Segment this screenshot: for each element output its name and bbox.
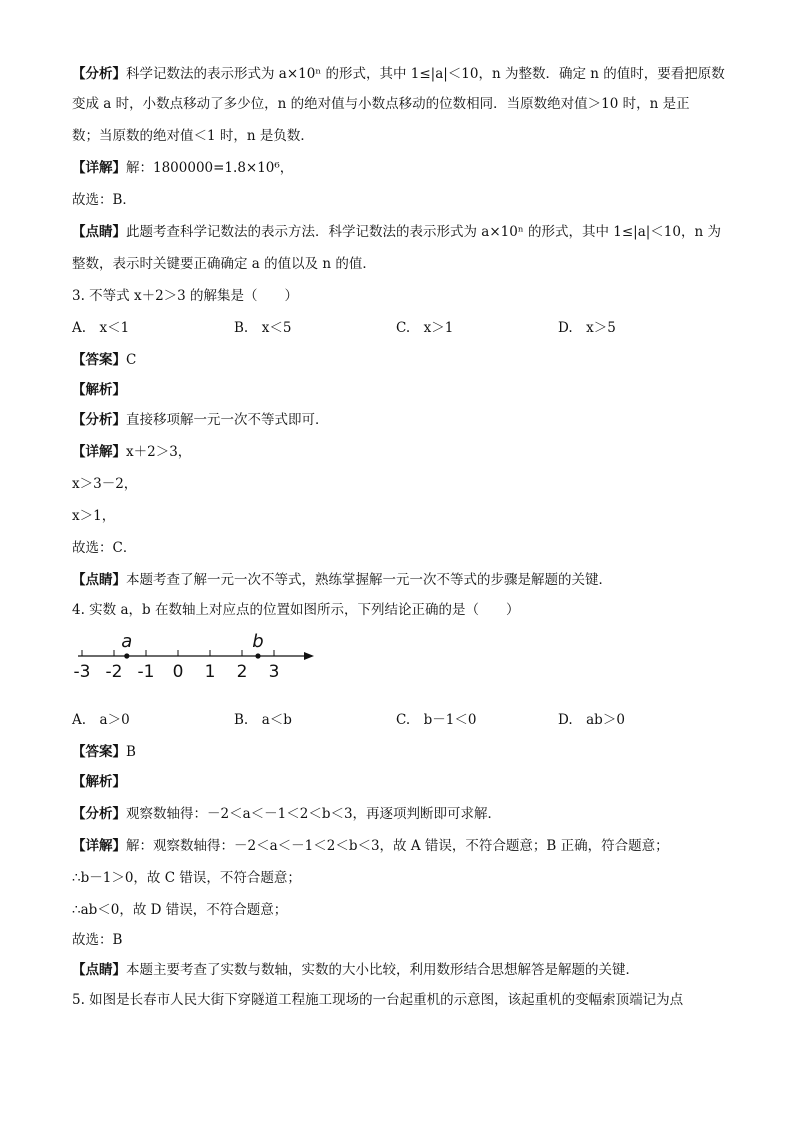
q3-stem: 3. 不等式 x＋2＞3 的解集是（ ） bbox=[72, 288, 299, 304]
q4-stem: 4. 实数 a，b 在数轴上对应点的位置如图所示，下列结论正确的是（ ） bbox=[72, 602, 520, 618]
number-line-point bbox=[255, 653, 260, 658]
q4-answer: 【答案】B bbox=[72, 744, 136, 760]
number-line-tick-label: -3 bbox=[73, 662, 91, 682]
q3-step2: x＞3－2， bbox=[72, 476, 138, 492]
q3-analysis: 【分析】直接移项解一元一次不等式即可． bbox=[72, 412, 329, 428]
q4-detail-line2: ∴b－1＞0，故 C 错误，不符合题意； bbox=[72, 870, 301, 886]
number-line-tick-label: 1 bbox=[204, 662, 216, 682]
q3-option-a: A. x＜1 bbox=[72, 320, 130, 336]
number-line-point-label: a bbox=[121, 631, 133, 652]
q3-answer: 【答案】C bbox=[72, 352, 137, 368]
number-line-tick-label: 0 bbox=[172, 662, 184, 682]
number-line-tick-label: -2 bbox=[105, 662, 123, 682]
q4-option-d: D. ab＞0 bbox=[558, 712, 625, 728]
q3-choose: 故选：C． bbox=[72, 540, 137, 556]
q4-option-b: B. a＜b bbox=[234, 712, 292, 728]
q2-comment-line1: 【点睛】此题考查科学记数法的表示方法．科学记数法的表示形式为 a×10ⁿ 的形式，其中 1≤|a|＜10，n 为 bbox=[72, 224, 721, 240]
q4-analysis: 【分析】观察数轴得：－2＜a＜－1＜2＜b＜3，再逐项判断即可求解． bbox=[72, 806, 502, 822]
q4-detail-line1: 【详解】解：观察数轴得：－2＜a＜－1＜2＜b＜3，故 A 错误，不符合题意；B 正确，符合题意； bbox=[72, 838, 669, 854]
q3-detail: 【详解】x＋2＞3， bbox=[72, 444, 192, 460]
q5-stem: 5. 如图是长春市人民大街下穿隧道工程施工现场的一台起重机的示意图，该起重机的变幅索顶端记为点 bbox=[72, 992, 684, 1008]
q3-jiexi: 【解析】 bbox=[72, 382, 126, 398]
q2-analysis-line3: 数；当原数的绝对值＜1 时，n 是负数． bbox=[72, 128, 314, 144]
q2-choose: 故选：B． bbox=[72, 192, 136, 208]
analysis-tag: 【分析】 bbox=[72, 66, 126, 82]
q3-step3: x＞1， bbox=[72, 508, 116, 524]
comment-tag: 【点睛】 bbox=[72, 224, 126, 240]
q4-option-c: C. b－1＜0 bbox=[396, 712, 477, 728]
q3-option-b: B. x＜5 bbox=[234, 320, 292, 336]
q4-detail-line3: ∴ab＜0，故 D 错误，不符合题意； bbox=[72, 902, 288, 918]
q2-detail: 【详解】解：1800000=1.8×10⁶， bbox=[72, 160, 294, 176]
q4-jiexi: 【解析】 bbox=[72, 774, 126, 790]
number-line-tick-label: -1 bbox=[137, 662, 155, 682]
number-line-point-label: b bbox=[252, 631, 264, 652]
number-line-figure bbox=[73, 631, 326, 690]
number-line-tick-label: 3 bbox=[268, 662, 280, 682]
q4-comment: 【点睛】本题主要考查了实数与数轴，实数的大小比较，利用数形结合思想解答是解题的关键． bbox=[72, 962, 639, 978]
q2-comment-line2: 整数，表示时关键要正确确定 a 的值以及 n 的值． bbox=[72, 256, 376, 272]
q2-analysis-line1: 【分析】科学记数法的表示形式为 a×10ⁿ 的形式，其中 1≤|a|＜10，n 为整数．确定 n 的值时，要看把原数 bbox=[72, 66, 725, 82]
q4-choose: 故选：B bbox=[72, 932, 123, 948]
q3-comment: 【点睛】本题考查了解一元一次不等式，熟练掌握解一元一次不等式的步骤是解题的关键． bbox=[72, 572, 612, 588]
q3-option-c: C. x＞1 bbox=[396, 320, 454, 336]
number-line-arrow-icon bbox=[304, 652, 314, 660]
number-line-tick-label: 2 bbox=[236, 662, 248, 682]
q2-analysis-line2: 变成 a 时，小数点移动了多少位，n 的绝对值与小数点移动的位数相同．当原数绝对值＞10 时，n 是正 bbox=[72, 96, 690, 112]
number-line-point bbox=[124, 653, 129, 658]
detail-tag: 【详解】 bbox=[72, 160, 126, 176]
q4-option-a: A. a＞0 bbox=[72, 712, 130, 728]
q3-option-d: D. x＞5 bbox=[558, 320, 616, 336]
